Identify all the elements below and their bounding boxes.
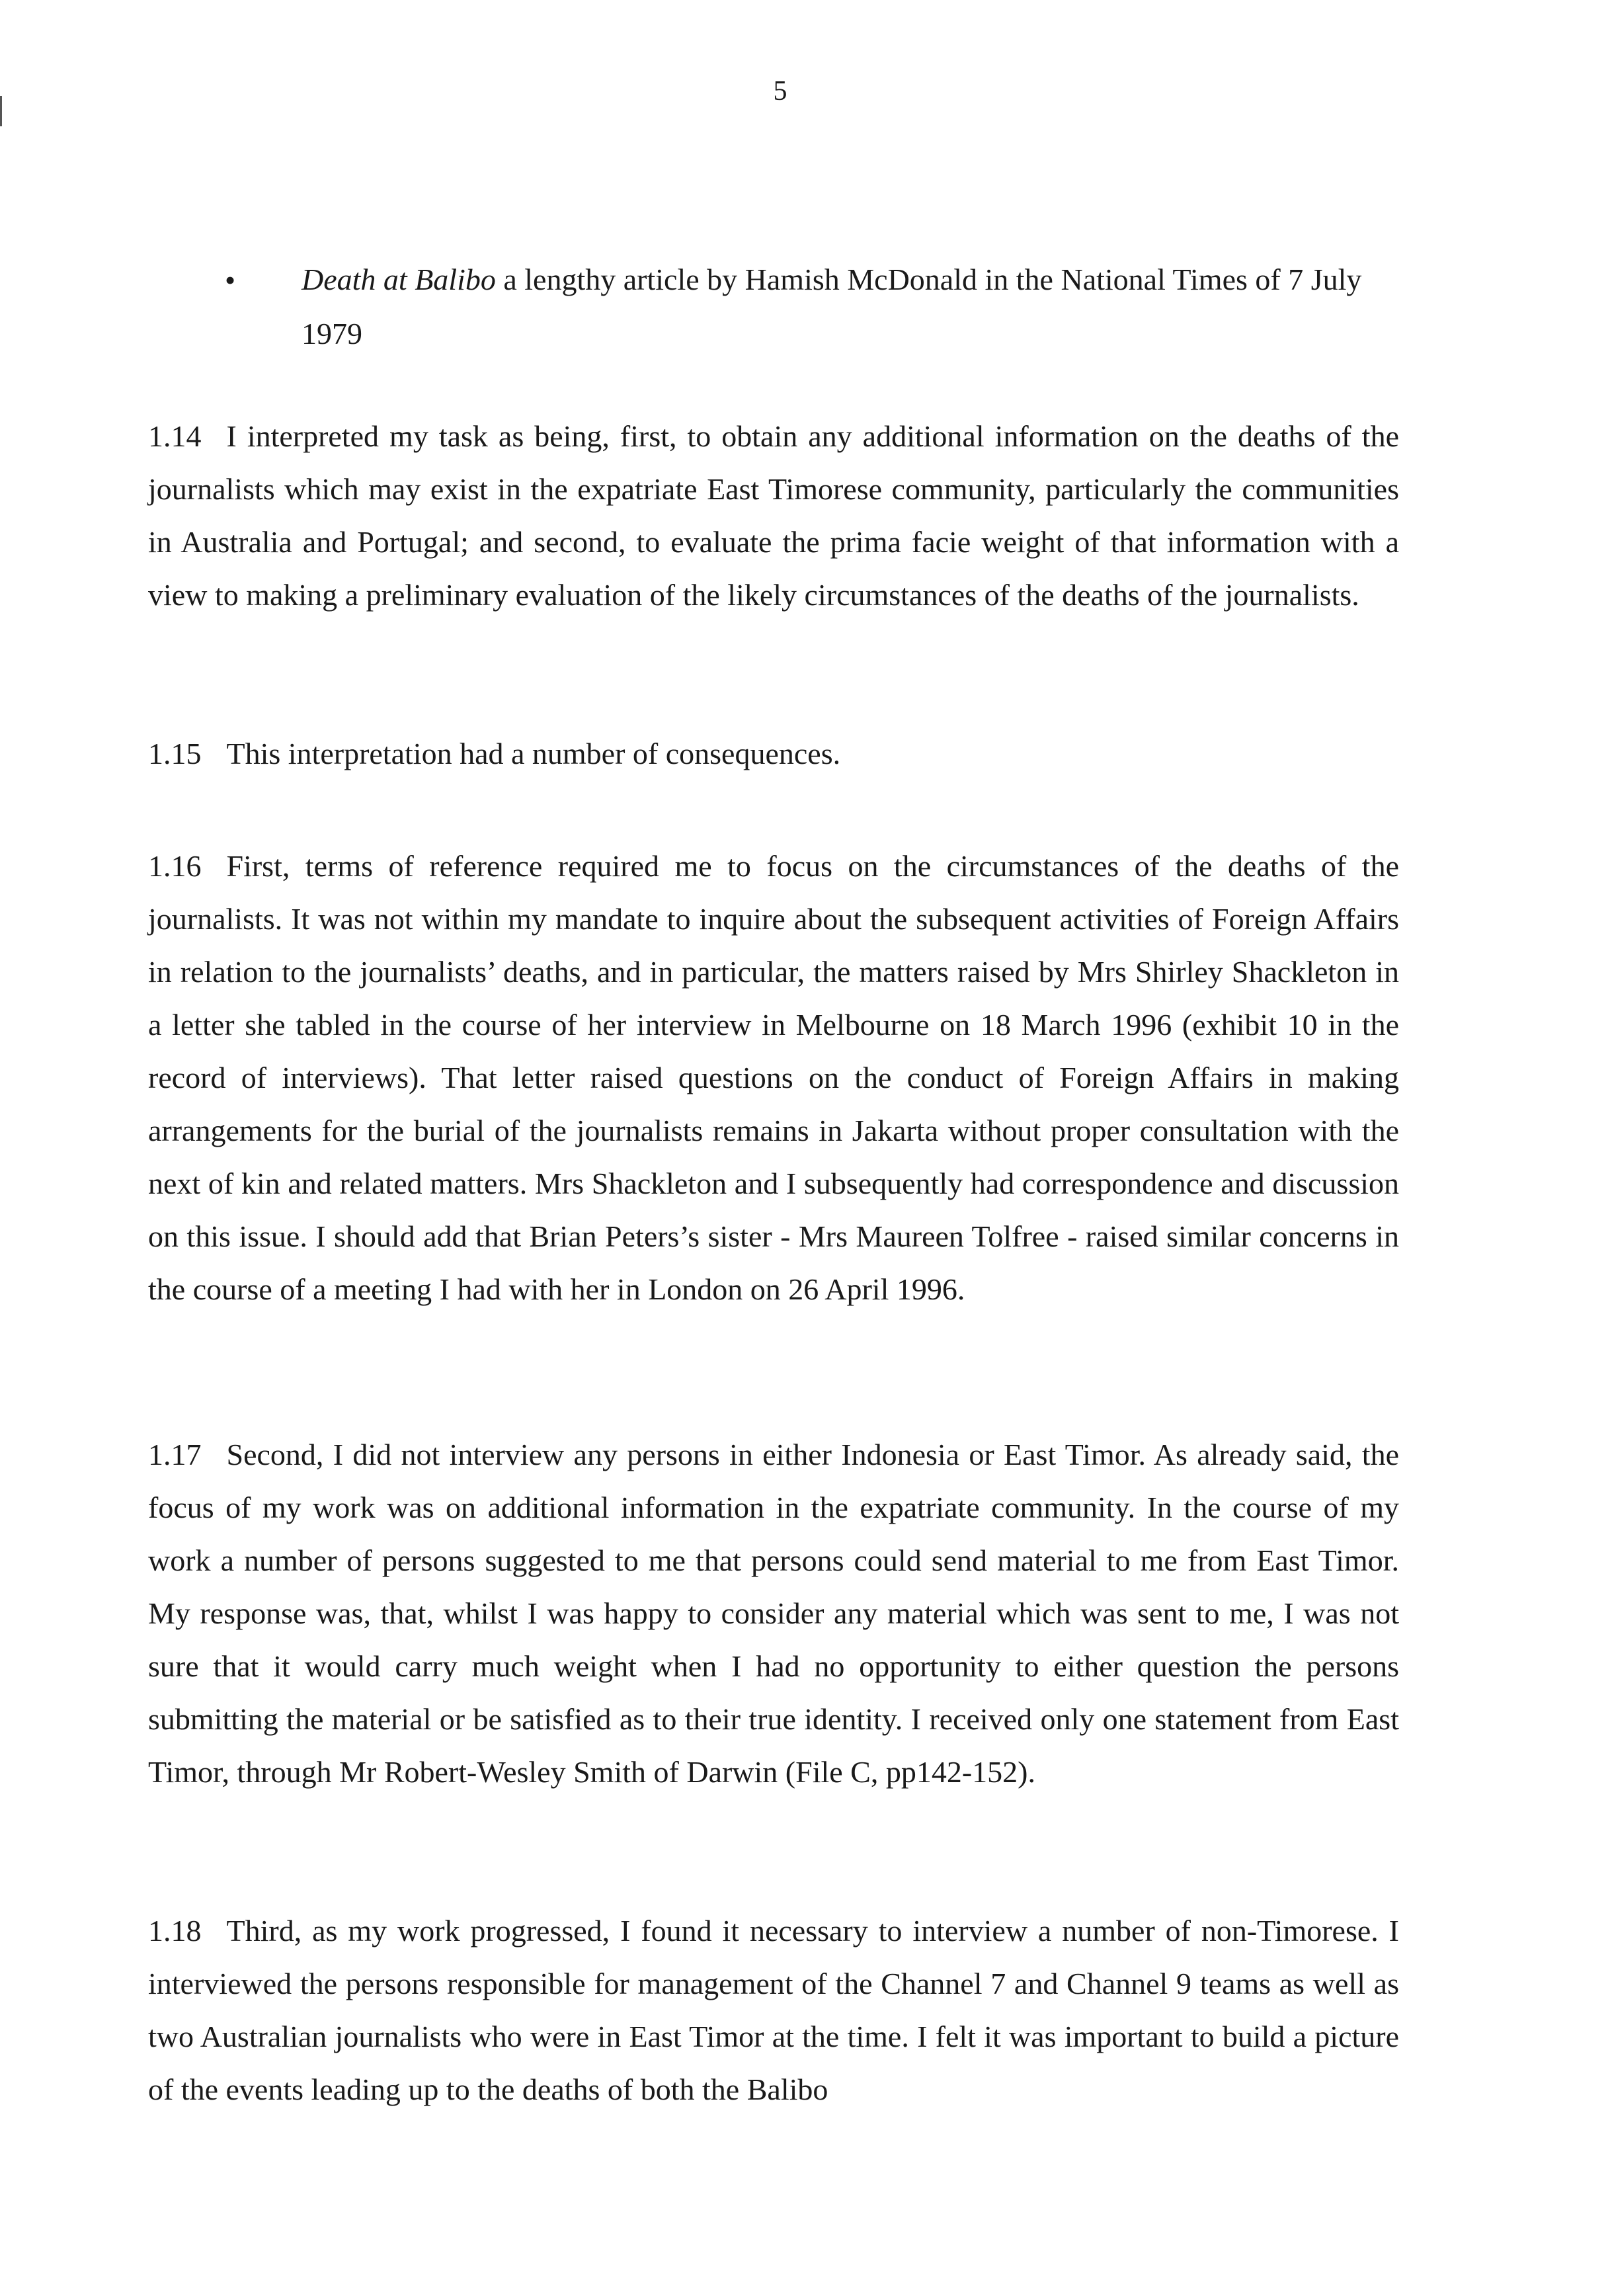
paragraph-1-14 (148, 410, 1399, 622)
paragraph-text: This interpretation had a number of consequences. (226, 737, 841, 770)
paragraph-text: Third, as my work progressed, I found it necessary to interview a number of non-Timorese. I interviewed the persons responsible for management of the Channel 7 and Channel 9 teams as well as two Australian journalists who were in East Timor at the time. I felt it was important to build a picture of the events leading up to the deaths of both the Balibo (148, 1914, 1399, 2106)
paragraph-number: 1.18 (148, 1914, 202, 1948)
article-title: Death at Balibo (302, 263, 496, 296)
paragraph-number: 1.15 (148, 737, 202, 770)
paragraph-1-15 (148, 727, 1399, 780)
article-description: a lengthy article by Hamish McDonald in the National Times of 7 July 1979 (302, 263, 1362, 350)
paragraph-number: 1.17 (148, 1438, 202, 1471)
paragraph-1-16 (148, 840, 1399, 1316)
paragraph-text: I interpreted my task as being, first, to obtain any additional information on the deaths of the journalists which may exist in the expatriate East Timorese community, particularly the communities in Australia and Portugal; and second, to evaluate the prima facie weight of that information with a view to making a preliminary evaluation of the likely circumstances of the deaths of the journalists. (148, 419, 1399, 612)
paragraph-1-18 (148, 1905, 1399, 2116)
bullet-dot: • (225, 263, 236, 297)
paragraph-number: 1.16 (148, 849, 202, 883)
paragraph-text: Second, I did not interview any persons in either Indonesia or East Timor. As already said, the focus of my work was on additional information in the expatriate community. In the course of my work a number of persons suggested to me that persons could send material to me from East Timor. My response was, that, whilst I was happy to consider any material which was sent to me, I was not sure that it would carry much weight when I had no opportunity to either question the persons submitting the material or be satisfied as to their true identity. I received only one statement from East Timor, through Mr Robert-Wesley Smith of Darwin (File C, pp142-152). (148, 1438, 1399, 1789)
paragraph-text: First, terms of reference required me to focus on the circumstances of the deaths of the journalists. It was not within my mandate to inquire about the subsequent activities of Foreign Affairs in relation to the journalists’ deaths, and in particular, the matters raised by Mrs Shirley Shackleton in a letter she tabled in the course of her interview in Melbourne on 18 March 1996 (exhibit 10 in the record of interviews). That letter raised questions on the conduct of Foreign Affairs in making arrangements for the burial of the journalists remains in Jakarta without proper consultation with the next of kin and related matters. Mrs Shackleton and I subsequently had correspondence and discussion on this issue. I should add that Brian Peters’s sister - Mrs Maureen Tolfree - raised similar concerns in the course of a meeting I had with her in London on 26 April 1996. (148, 849, 1399, 1306)
paragraph-1-17 (148, 1428, 1399, 1799)
bullet-text (302, 253, 1414, 361)
paragraph-number: 1.14 (148, 419, 202, 453)
page-number: 5 (773, 76, 787, 106)
scan-edge-mark (0, 96, 2, 126)
